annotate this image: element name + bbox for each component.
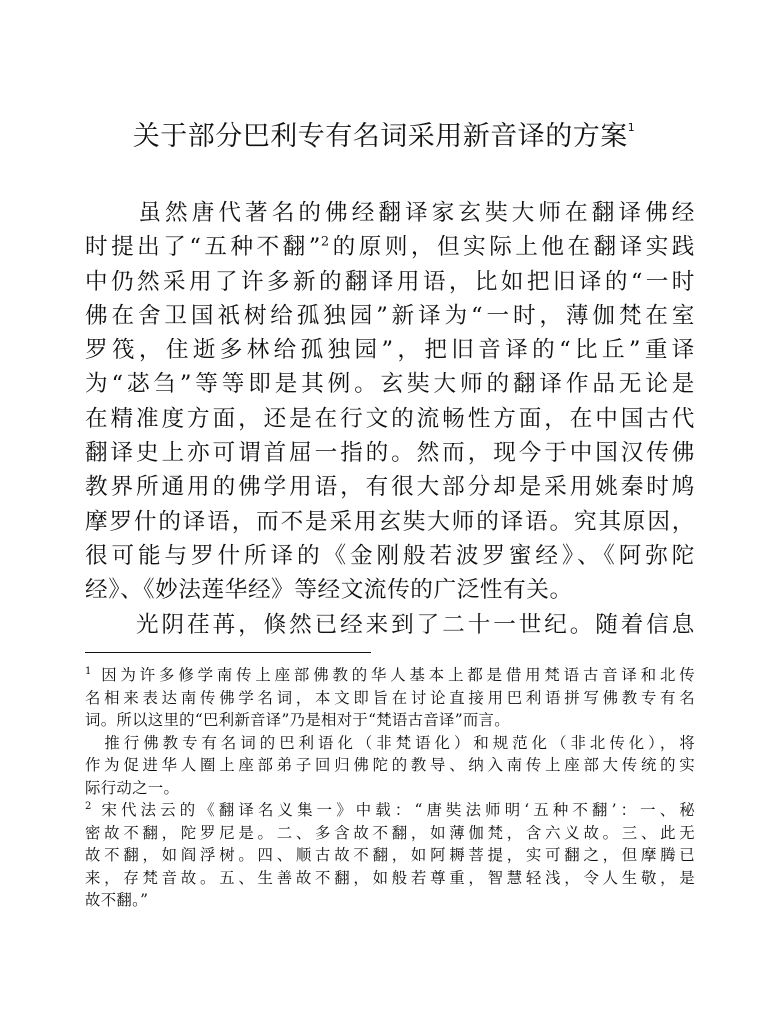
body-line: 光阴荏苒，倏然已经来到了二十一世纪。随着信息 <box>85 611 695 638</box>
footnote-1-line: 推行佛教专有名词的巴利语化（非梵语化）和规范化（非北传化），将 <box>85 733 695 752</box>
title-text: 关于部分巴利专有名词采用新音译的方案 <box>132 121 628 152</box>
footnote-1-mark: 1 <box>85 665 92 677</box>
footnote-2-mark: 2 <box>85 800 92 812</box>
footnote-2-line: 来，存梵音故。五、生善故不翻，如般若尊重，智慧轻浅，令人生敬，是 <box>85 868 695 887</box>
body-line: 教界所通用的佛学用语，有很大部分却是采用姚秦时鸠 <box>85 474 695 501</box>
footnote-2-line: 故不翻。” <box>85 891 149 909</box>
footnote-ref-2: 2 <box>320 234 330 250</box>
footnote-2-line: $^2$ 宋代法云的《翻译名义集一》中载：“唐奘法师明‘五种不翻’：一、秘 <box>85 800 695 819</box>
footnotes <box>85 664 695 912</box>
body-paragraphs <box>85 196 695 642</box>
body-line: 翻译史上亦可谓首屈一指的。然而，现今于中国汉传佛 <box>85 440 695 467</box>
page-title <box>0 112 768 157</box>
body-line: 为“苾刍”等等即是其例。玄奘大师的翻译作品无论是 <box>85 371 695 398</box>
body-line-2-head: 时提出了“五种不翻” <box>85 234 321 261</box>
body-line: 佛在舍卫国祇树给孤独园”新译为“一时，薄伽梵在室 <box>85 302 695 329</box>
footnote-1-line: 作为促进华人圈上座部弟子回归佛陀的教导、纳入南传上座部大传统的实 <box>85 756 695 774</box>
body-line: 罗筏，住逝多林给孤独园”，把旧音译的“比丘”重译 <box>85 337 695 364</box>
footnote-2-line: 密故不翻，陀罗尼是。二、多含故不翻，如薄伽梵，含六义故。三、此无 <box>85 823 695 842</box>
body-line: 在精准度方面，还是在行文的流畅性方面，在中国古代 <box>85 405 695 432</box>
footnote-1-line: 际行动之一。 <box>85 778 180 797</box>
footnote-separator <box>85 652 371 653</box>
title-footnote-mark: 1 <box>627 121 636 134</box>
footnote-1-line: 词。所以这里的“巴利新音译”乃是相对于“梵语古音译”而言。 <box>85 711 510 729</box>
body-line <box>85 230 695 264</box>
footnote-2-line: 故不翻，如阎浮树。四、顺古故不翻，如阿耨菩提，实可翻之，但摩腾已 <box>85 846 695 864</box>
body-line-2-tail: 的原则，但实际上他在翻译实践 <box>329 234 696 261</box>
body-line: 很可能与罗什所译的《金刚般若波罗蜜经》、《阿弥陀 <box>85 542 695 569</box>
body-line: 中仍然采用了许多新的翻译用语，比如把旧译的“一时 <box>85 268 695 295</box>
footnote-1-line: $^1$ 因为许多修学南传上座部佛教的华人基本上都是借用梵语古音译和北传 <box>85 665 695 684</box>
body-line: 摩罗什的译语，而不是采用玄奘大师的译语。究其原因， <box>85 508 695 535</box>
footnote-1-line: 名相来表达南传佛学名词，本文即旨在讨论直接用巴利语拼写佛教专有名 <box>85 688 695 707</box>
body-line: 经》、《妙法莲华经》等经文流传的广泛性有关。 <box>85 577 573 604</box>
body-line: 虽然唐代著名的佛经翻译家玄奘大师在翻译佛经 <box>85 200 695 226</box>
